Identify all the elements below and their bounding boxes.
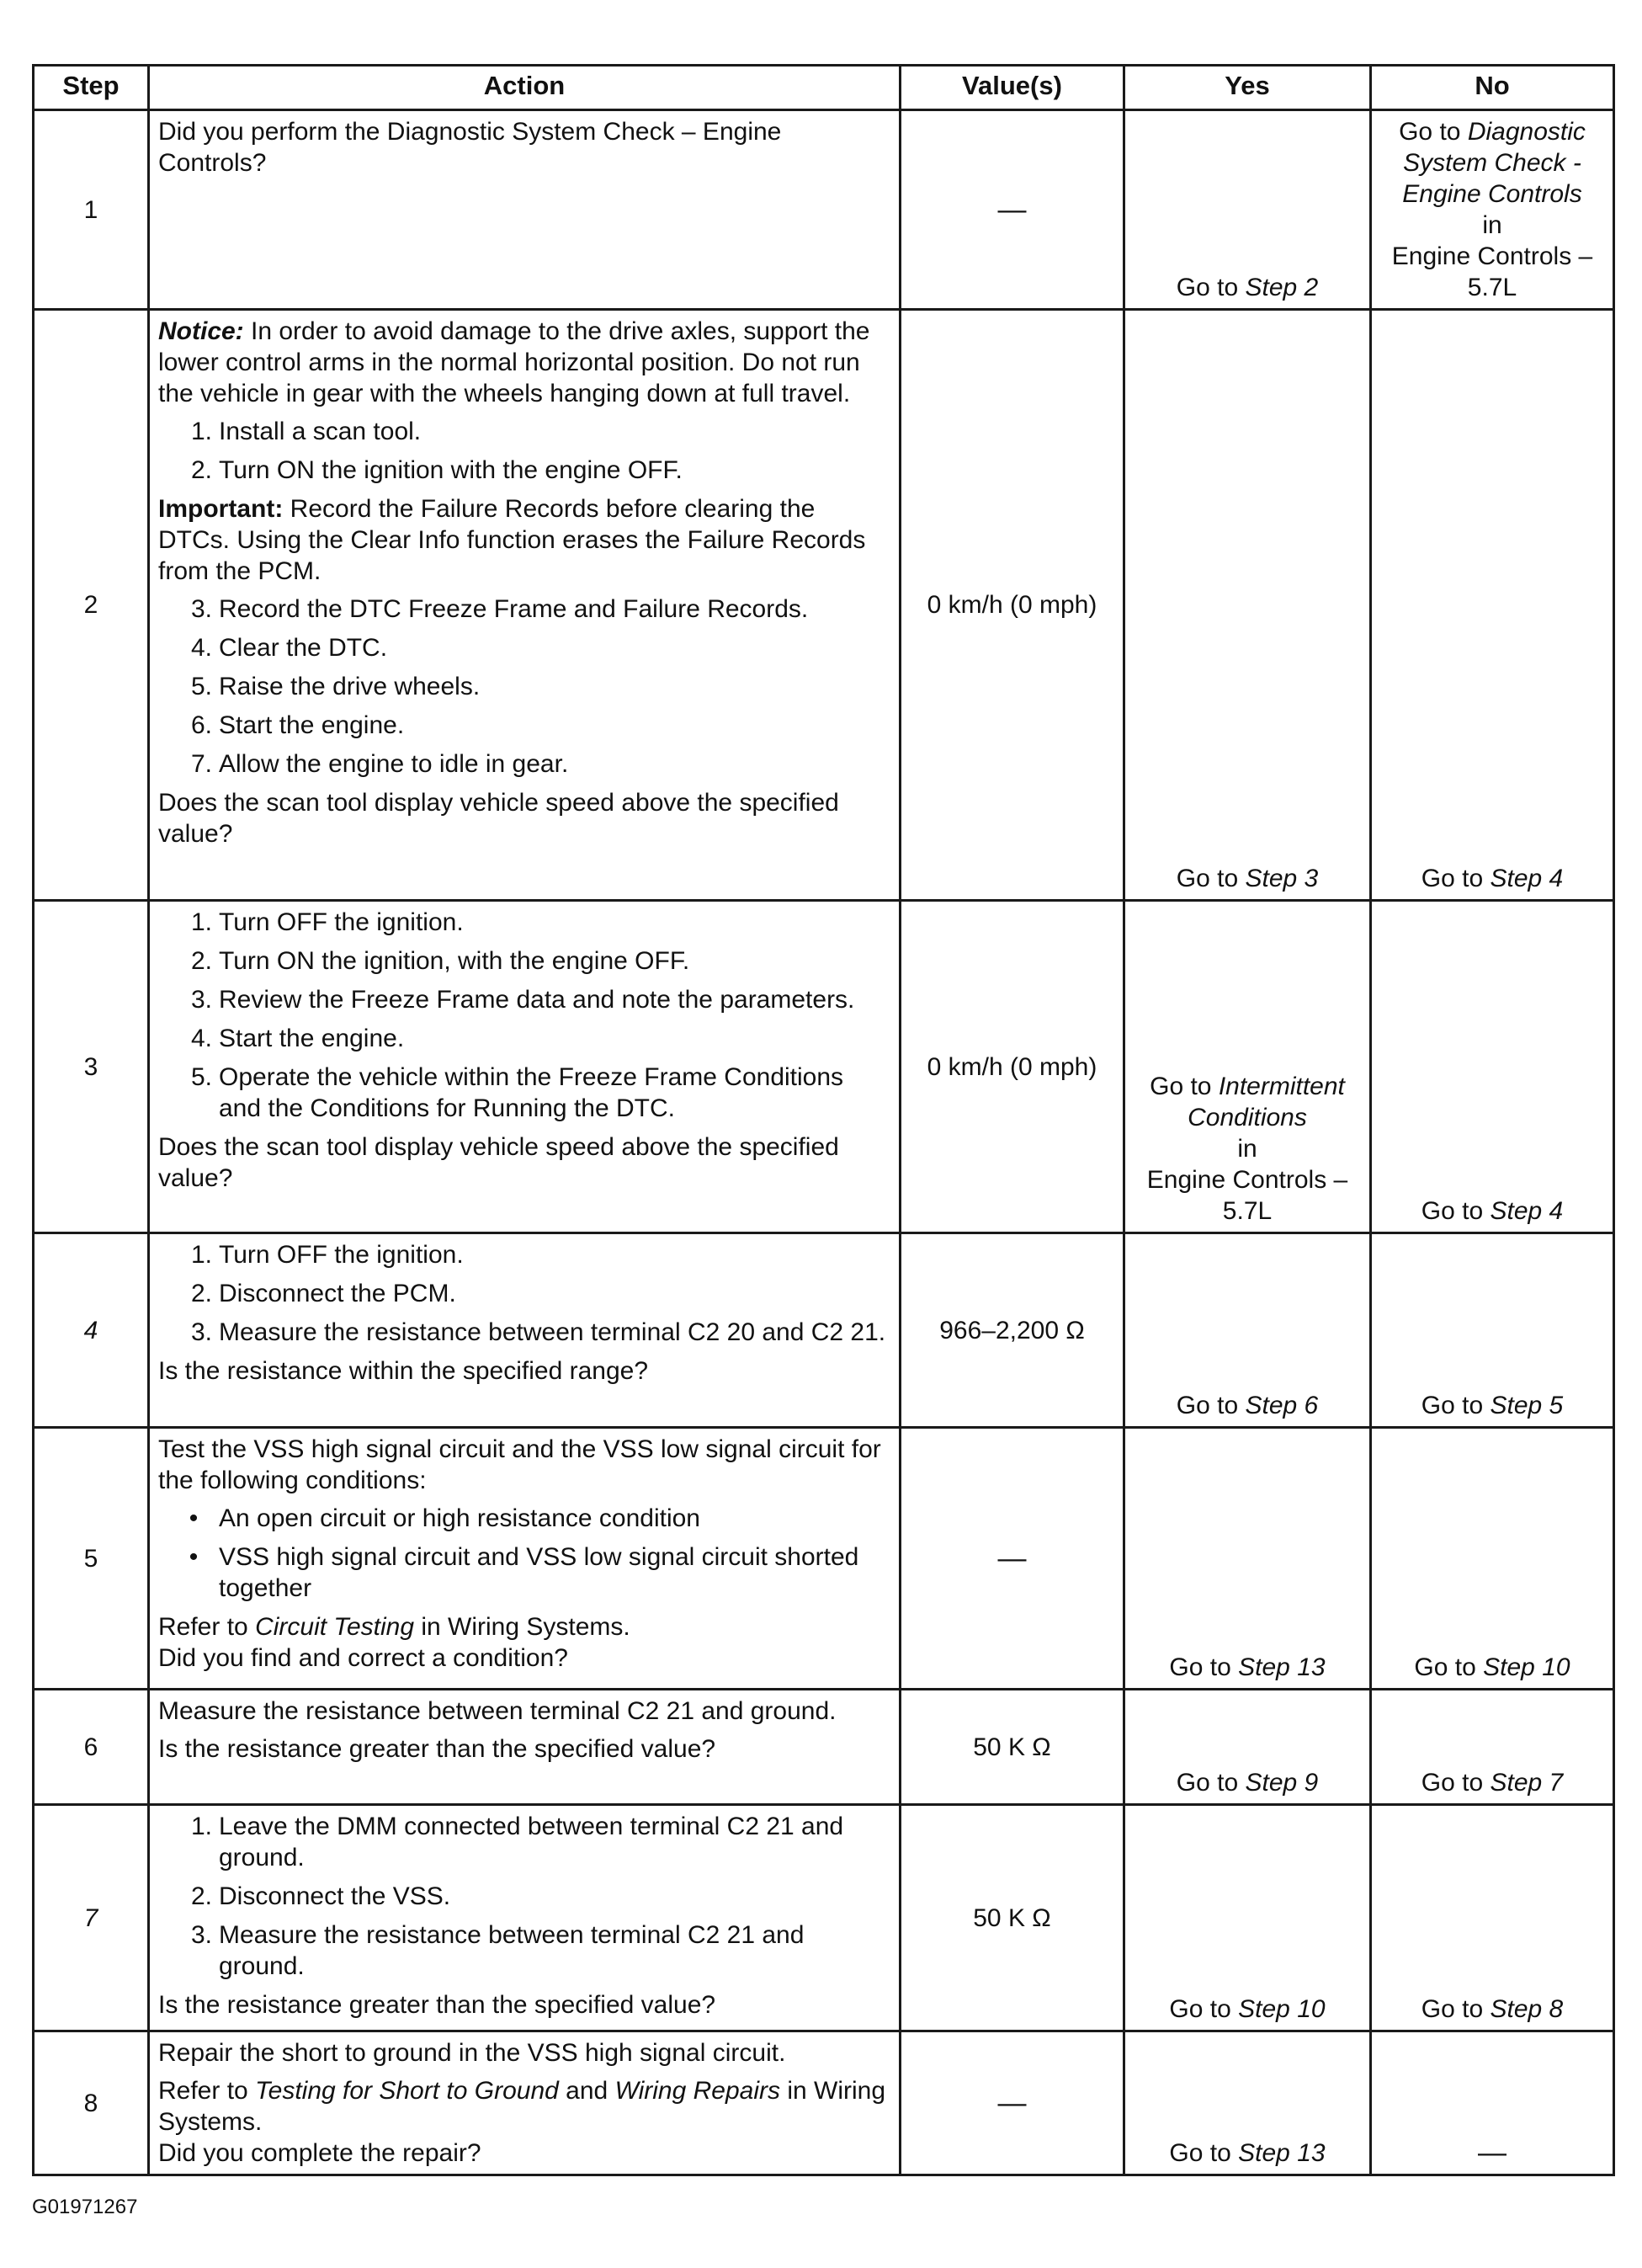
action-intro: Measure the resistance between terminal C2 21 and ground. (158, 1697, 837, 1725)
reference-link[interactable]: Circuit Testing (255, 1613, 415, 1641)
notice-label: Notice: (158, 317, 244, 345)
no-suffix: Engine Controls – 5.7L (1391, 242, 1593, 301)
action-cell (149, 2031, 901, 2175)
instruction-list (158, 594, 890, 780)
list-item: 1. Turn OFF the ignition. (190, 1241, 464, 1269)
yes-cell (1124, 110, 1371, 310)
action-question: Is the resistance within the specified range? (158, 1357, 648, 1385)
value-cell: — (901, 1428, 1124, 1690)
value-cell: — (901, 110, 1124, 310)
step-number: 5 (34, 1428, 149, 1690)
yes-cell: Go to Step 3 (1124, 310, 1371, 901)
yes-step-link[interactable]: Step 10 (1238, 1995, 1326, 2023)
list-item: • VSS high signal circuit and VSS low signal circuit shorted together (189, 1543, 859, 1602)
table-row (34, 1805, 1614, 2031)
table-row (34, 1233, 1614, 1428)
yes-step-link[interactable]: Step 2 (1245, 274, 1319, 301)
reference-link[interactable]: Testing for Short to Ground (255, 2077, 559, 2105)
action-cell (149, 901, 901, 1233)
important-label: Important: (158, 495, 284, 523)
action-cell (149, 110, 901, 310)
action-intro: Test the VSS high signal circuit and the VSS low signal circuit for the following conditions: (158, 1435, 881, 1494)
no-reference-link[interactable]: Diagnostic System Check - Engine Controls (1402, 118, 1586, 208)
reference-link[interactable]: Wiring Repairs (614, 2077, 781, 2105)
table-row (34, 110, 1614, 310)
yes-cell: Go to Step 13 (1124, 1428, 1371, 1690)
header-no: No (1371, 66, 1614, 110)
refer-paragraph: Refer to Testing for Short to Ground and Wiring Repairs in Wiring Systems. (158, 2077, 886, 2136)
no-step-link[interactable]: Step 8 (1490, 1995, 1564, 2023)
list-item: 2. Disconnect the VSS. (190, 1882, 451, 1910)
list-item: 3. Measure the resistance between terminal C2 21 and ground. (190, 1921, 805, 1980)
no-prefix: Go to (1399, 118, 1468, 146)
notice-paragraph (158, 316, 890, 409)
action-question: Did you find and correct a condition? (158, 1644, 568, 1672)
no-step-link[interactable]: Step 4 (1490, 865, 1564, 892)
list-item: 1. Install a scan tool. (190, 418, 422, 445)
header-action: Action (149, 66, 901, 110)
action-cell (149, 1428, 901, 1690)
step-number: 4 (34, 1233, 149, 1428)
diagnostic-table (32, 64, 1615, 2176)
value-cell: — (901, 2031, 1124, 2175)
no-step-link[interactable]: Step 7 (1490, 1769, 1564, 1797)
action-question: Did you complete the repair? (158, 2139, 481, 2167)
no-cell: Go to Step 5 (1371, 1233, 1614, 1428)
no-step-link[interactable]: Step 5 (1490, 1392, 1564, 1419)
yes-cell: Go to Step 9 (1124, 1690, 1371, 1805)
list-item: 3. Measure the resistance between terminal C2 20 and C2 21. (190, 1318, 886, 1346)
list-item: 3. Record the DTC Freeze Frame and Failure Records. (190, 595, 809, 623)
instruction-list (158, 1239, 890, 1348)
instruction-list (158, 1811, 890, 1982)
header-values: Value(s) (901, 66, 1124, 110)
list-item: 5. Operate the vehicle within the Freeze Frame Conditions and the Conditions for Running the DTC. (190, 1063, 844, 1122)
no-cell: — (1371, 2031, 1614, 2175)
header-yes: Yes (1124, 66, 1371, 110)
step-number: 3 (34, 901, 149, 1233)
yes-prefix: Go to (1176, 274, 1246, 301)
table-row (34, 2031, 1614, 2175)
yes-cell: Go to Step 13 (1124, 2031, 1371, 2175)
no-step-link[interactable]: Step 10 (1483, 1653, 1570, 1681)
list-item: 4. Start the engine. (190, 1025, 405, 1052)
refer-paragraph: Refer to Circuit Testing in Wiring Systems. (158, 1613, 630, 1641)
no-cell (1371, 110, 1614, 310)
value-cell: 50 K Ω (901, 1805, 1124, 2031)
list-item: 1. Leave the DMM connected between terminal C2 21 and ground. (190, 1813, 844, 1871)
action-question: Does the scan tool display vehicle speed above the specified value? (158, 789, 839, 848)
value-cell: 0 km/h (0 mph) (901, 310, 1124, 901)
step-number: 8 (34, 2031, 149, 2175)
action-question: Does the scan tool display vehicle speed above the specified value? (158, 1133, 839, 1192)
step-number: 7 (34, 1805, 149, 2031)
yes-step-link[interactable]: Step 9 (1245, 1769, 1319, 1797)
no-step-link[interactable]: Step 4 (1490, 1197, 1564, 1225)
value-cell: 966–2,200 Ω (901, 1233, 1124, 1428)
no-cell: Go to Step 4 (1371, 901, 1614, 1233)
header-step: Step (34, 66, 149, 110)
action-cell (149, 1233, 901, 1428)
yes-cell: Go to Step 10 (1124, 1805, 1371, 2031)
table-row (34, 1428, 1614, 1690)
condition-list (158, 1503, 890, 1604)
list-item: 7. Allow the engine to idle in gear. (190, 750, 569, 778)
step-number: 6 (34, 1690, 149, 1805)
value-cell: 50 K Ω (901, 1690, 1124, 1805)
step-number: 1 (34, 110, 149, 310)
no-cell: Go to Step 10 (1371, 1428, 1614, 1690)
no-cell: Go to Step 4 (1371, 310, 1614, 901)
list-item: 5. Raise the drive wheels. (190, 673, 481, 700)
yes-step-link[interactable]: Step 13 (1238, 1653, 1326, 1681)
list-item: 3. Review the Freeze Frame data and note the parameters. (190, 986, 855, 1014)
list-item: • An open circuit or high resistance condition (189, 1504, 700, 1532)
instruction-list (158, 416, 890, 486)
yes-cell: Go to Step 6 (1124, 1233, 1371, 1428)
action-question: Is the resistance greater than the specified value? (158, 1991, 716, 2019)
list-item: 1. Turn OFF the ignition. (190, 908, 464, 936)
action-intro: Repair the short to ground in the VSS high signal circuit. (158, 2039, 786, 2067)
important-paragraph (158, 493, 890, 587)
table-row (34, 901, 1614, 1233)
action-question: Is the resistance greater than the specified value? (158, 1735, 716, 1763)
yes-cell: Go to Intermittent Conditions in Engine Controls – 5.7L (1124, 901, 1371, 1233)
list-item: 2. Disconnect the PCM. (190, 1280, 456, 1307)
yes-step-link[interactable]: Step 13 (1238, 2139, 1326, 2167)
list-item: 2. Turn ON the ignition with the engine OFF. (190, 456, 683, 484)
action-cell (149, 1805, 901, 2031)
action-question: Did you perform the Diagnostic System Check – Engine Controls? (158, 118, 782, 177)
notice-text: In order to avoid damage to the drive axles, support the lower control arms in the normal horizontal position. Do not run the vehicle in gear with the wheels hanging down at full travel. (158, 317, 870, 407)
step-number: 2 (34, 310, 149, 901)
table-header-row (34, 66, 1614, 110)
action-cell (149, 1690, 901, 1805)
no-in: in (1482, 211, 1502, 239)
yes-reference-link[interactable]: Intermittent Conditions (1188, 1073, 1345, 1131)
yes-step-link[interactable]: Step 6 (1245, 1392, 1319, 1419)
figure-code: G01971267 (32, 2196, 138, 2218)
table-row (34, 310, 1614, 901)
yes-step-link[interactable]: Step 3 (1245, 865, 1319, 892)
no-cell: Go to Step 7 (1371, 1690, 1614, 1805)
action-cell (149, 310, 901, 901)
instruction-list (158, 907, 890, 1124)
important-text: Record the Failure Records before clearing the DTCs. Using the Clear Info function erases the Failure Records from the PCM. (158, 495, 866, 585)
table-row (34, 1690, 1614, 1805)
list-item: 6. Start the engine. (190, 711, 405, 739)
value-cell: 0 km/h (0 mph) (901, 901, 1124, 1233)
list-item: 4. Clear the DTC. (190, 634, 388, 662)
no-cell: Go to Step 8 (1371, 1805, 1614, 2031)
list-item: 2. Turn ON the ignition, with the engine OFF. (190, 947, 690, 975)
